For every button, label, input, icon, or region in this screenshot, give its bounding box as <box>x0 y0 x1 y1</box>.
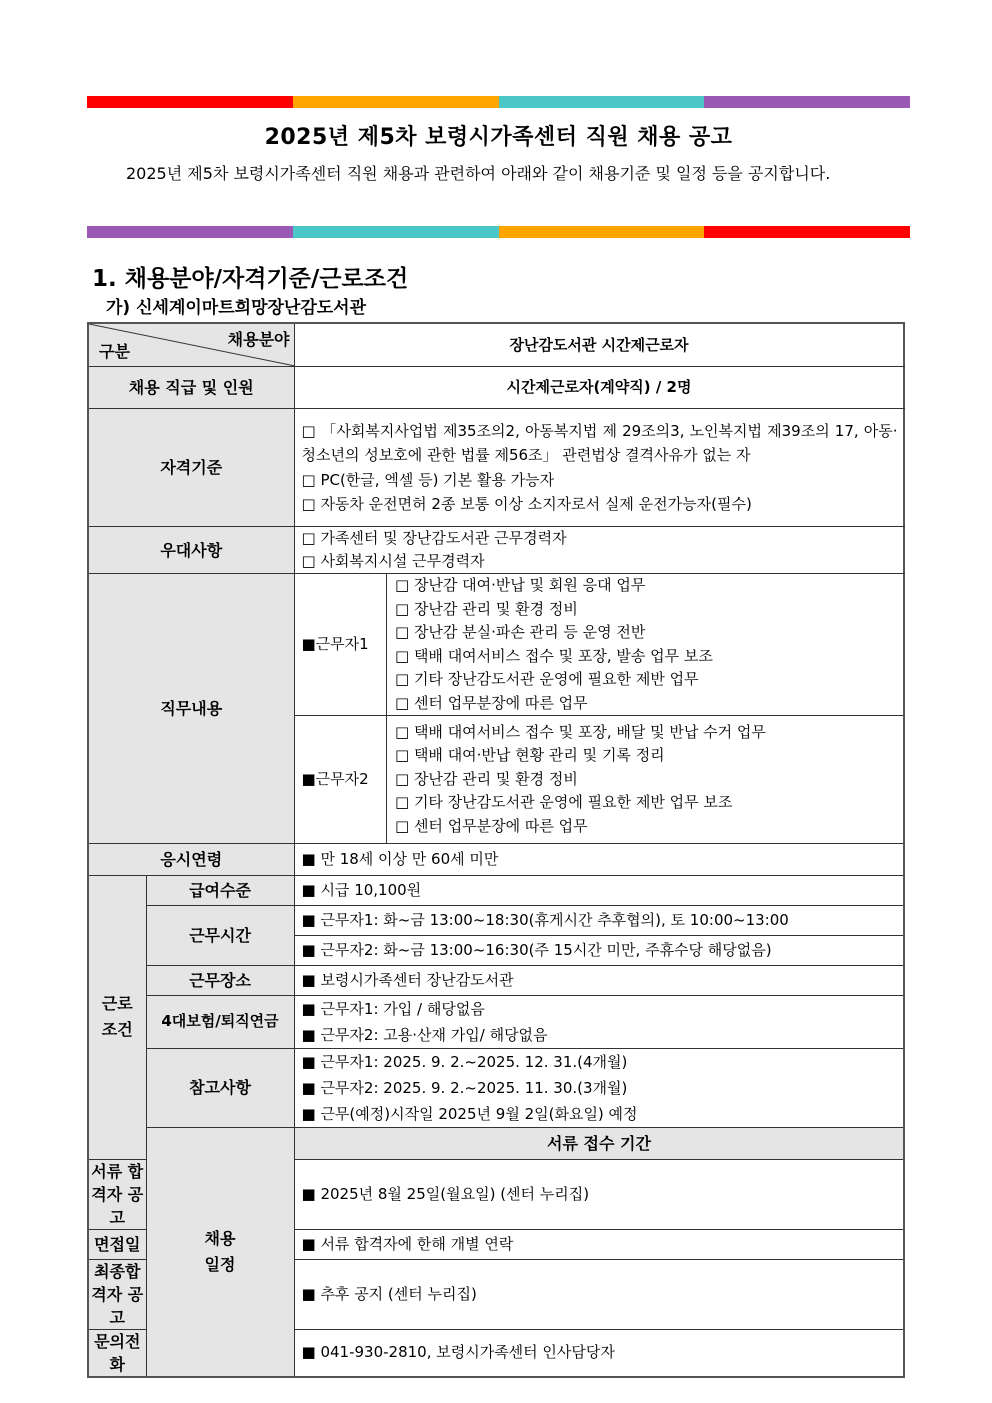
list-item: ■ 근무(예정)시작일 2025년 9월 2일(화요일) 예정 <box>301 1104 638 1123</box>
diagonal-header <box>88 323 294 367</box>
pref-label: 우대사항 <box>88 527 294 574</box>
place-label: 근무장소 <box>146 965 294 995</box>
table-row <box>88 574 904 844</box>
position-value: 시간제근로자(계약직) / 2명 <box>294 367 904 409</box>
duty-inner-table <box>295 574 904 843</box>
sub-title: 가) 신세계이마트희망장난감도서관 <box>106 298 367 318</box>
age-value: ■ 만 18세 이상 만 60세 미만 <box>294 843 904 875</box>
qual-label: 자격기준 <box>88 409 294 527</box>
bar-purple <box>704 96 910 108</box>
list-item: □ 기타 장난감도서관 운영에 필요한 제반 업무 <box>395 670 699 688</box>
duty-label: 직무내용 <box>88 574 294 844</box>
diag-top-label: 채용분야 <box>227 330 290 349</box>
list-item: □ 장난감 분실·파손 관리 등 운영 전반 <box>395 623 646 641</box>
doc-period-label: 서류 접수 기간 <box>294 1127 904 1159</box>
doc-pass-label: 서류 합격자 공고 <box>88 1159 146 1229</box>
bar-red <box>704 226 910 238</box>
bar-orange <box>293 96 499 108</box>
interview-label: 면접일 <box>88 1229 146 1259</box>
final-value: ■ 추후 공지 (센터 누리집) <box>294 1259 904 1329</box>
list-item: □ 장난감 관리 및 환경 정비 <box>395 599 578 618</box>
final-label: 최종합격자 공고 <box>88 1259 146 1329</box>
list-item: ■ 근무자1: 가입 / 해당없음 <box>301 999 485 1018</box>
list-item: □ 택배 대여서비스 접수 및 포장, 발송 업무 보조 <box>395 646 713 665</box>
worker1-label: ■근무자1 <box>301 634 369 653</box>
table-row <box>88 843 904 875</box>
document-title: 2025년 제5차 보령시가족센터 직원 채용 공고 <box>264 125 733 150</box>
pref-list <box>294 527 904 574</box>
worker1-list <box>387 574 904 716</box>
table-row <box>295 574 904 716</box>
worker2-label: ■근무자2 <box>295 716 387 843</box>
table-row <box>88 995 904 1048</box>
place-value: ■ 보령시가족센터 장난감도서관 <box>294 965 904 995</box>
table-row <box>88 1048 904 1127</box>
top-color-bar <box>87 96 910 108</box>
list-item: ■ 근무자2: 고용·산재 가입/ 해당없음 <box>301 1025 548 1044</box>
table-row <box>88 875 904 905</box>
bottom-color-bar <box>87 226 910 238</box>
table-row <box>295 716 904 843</box>
ref-list <box>294 1048 904 1127</box>
table-row <box>88 367 904 409</box>
list-item: □ 택배 대여·반납 현황 관리 및 기록 정리 <box>395 746 665 764</box>
list-item: □ 자동차 운전면허 2종 보통 이상 소지자로서 실제 운전가능자(필수) <box>301 495 752 513</box>
diag-bottom-label: 구분 <box>99 342 130 361</box>
table-row <box>88 527 904 574</box>
schedule-label: 채용 일정 <box>146 1127 294 1377</box>
list-item: □ 가족센터 및 장난감도서관 근무경력자 <box>301 529 567 547</box>
recruitment-table <box>87 322 905 1378</box>
insurance-list <box>294 995 904 1048</box>
list-item: □ 장난감 관리 및 환경 정비 <box>395 769 578 788</box>
work-cond-label: 근로 조건 <box>88 875 146 1159</box>
table-row <box>88 905 904 935</box>
list-item: □ 기타 장난감도서관 운영에 필요한 제반 업무 보조 <box>395 793 733 811</box>
bar-purple <box>87 226 293 238</box>
section-title: 1. 채용분야/자격기준/근로조건 <box>92 266 409 292</box>
list-item: □ 「사회복지사업법 제35조의2, 아동복지법 제 29조의3, 노인복지법 제39조의 17, 아동·청소년의 성보호에 관한 법률 제56조」 관련법상 결격사유가 없는 자 <box>301 421 898 464</box>
bar-orange <box>499 226 705 238</box>
list-item: □ PC(한글, 엑셀 등) 기본 활용 가능자 <box>301 470 555 489</box>
field-value: 장난감도서관 시간제근로자 <box>294 323 904 367</box>
table-row <box>88 409 904 527</box>
salary-value: ■ 시급 10,100원 <box>294 875 904 905</box>
doc-pass-value: ■ 2025년 8월 25일(월요일) (센터 누리집) <box>294 1159 904 1229</box>
intro-text: 2025년 제5차 보령시가족센터 직원 채용과 관련하여 아래와 같이 채용기준 및 일정 등을 공지합니다. <box>126 164 831 183</box>
ref-label: 참고사항 <box>146 1048 294 1127</box>
interview-value: ■ 서류 합격자에 한해 개별 연락 <box>294 1229 904 1259</box>
hours-value-2: ■ 근무자2: 화~금 13:00~16:30(주 15시간 미만, 주휴수당 해당없음) <box>294 935 904 965</box>
list-item: ■ 근무자2: 2025. 9. 2.~2025. 11. 30.(3개월) <box>301 1078 628 1097</box>
list-item: □ 사회복지시설 근무경력자 <box>301 552 485 570</box>
insurance-label: 4대보험/퇴직연금 <box>146 995 294 1048</box>
worker2-list <box>387 716 904 843</box>
list-item: □ 장난감 대여·반납 및 회원 응대 업무 <box>395 576 646 594</box>
bar-red <box>87 96 293 108</box>
contact-value: ■ 041-930-2810, 보령시가족센터 인사담당자 <box>294 1329 904 1377</box>
hours-label: 근무시간 <box>146 905 294 965</box>
hours-value-1: ■ 근무자1: 화~금 13:00~18:30(휴게시간 추후협의), 토 10:00~13:00 <box>294 905 904 935</box>
table-row <box>88 1127 904 1159</box>
age-label: 응시연령 <box>88 843 294 875</box>
position-label: 채용 직급 및 인원 <box>88 367 294 409</box>
salary-label: 급여수준 <box>146 875 294 905</box>
list-item: □ 택배 대여서비스 접수 및 포장, 배달 및 반납 수거 업무 <box>395 722 766 741</box>
list-item: □ 센터 업무분장에 따른 업무 <box>395 816 588 835</box>
bar-teal <box>499 96 705 108</box>
table-row <box>88 323 904 367</box>
duty-cell <box>294 574 904 844</box>
list-item: ■ 근무자1: 2025. 9. 2.~2025. 12. 31.(4개월) <box>301 1052 628 1071</box>
table-row <box>88 965 904 995</box>
qual-list <box>294 409 904 527</box>
contact-label: 문의전화 <box>88 1329 146 1377</box>
bar-teal <box>293 226 499 238</box>
list-item: □ 센터 업무분장에 따른 업무 <box>395 693 588 712</box>
